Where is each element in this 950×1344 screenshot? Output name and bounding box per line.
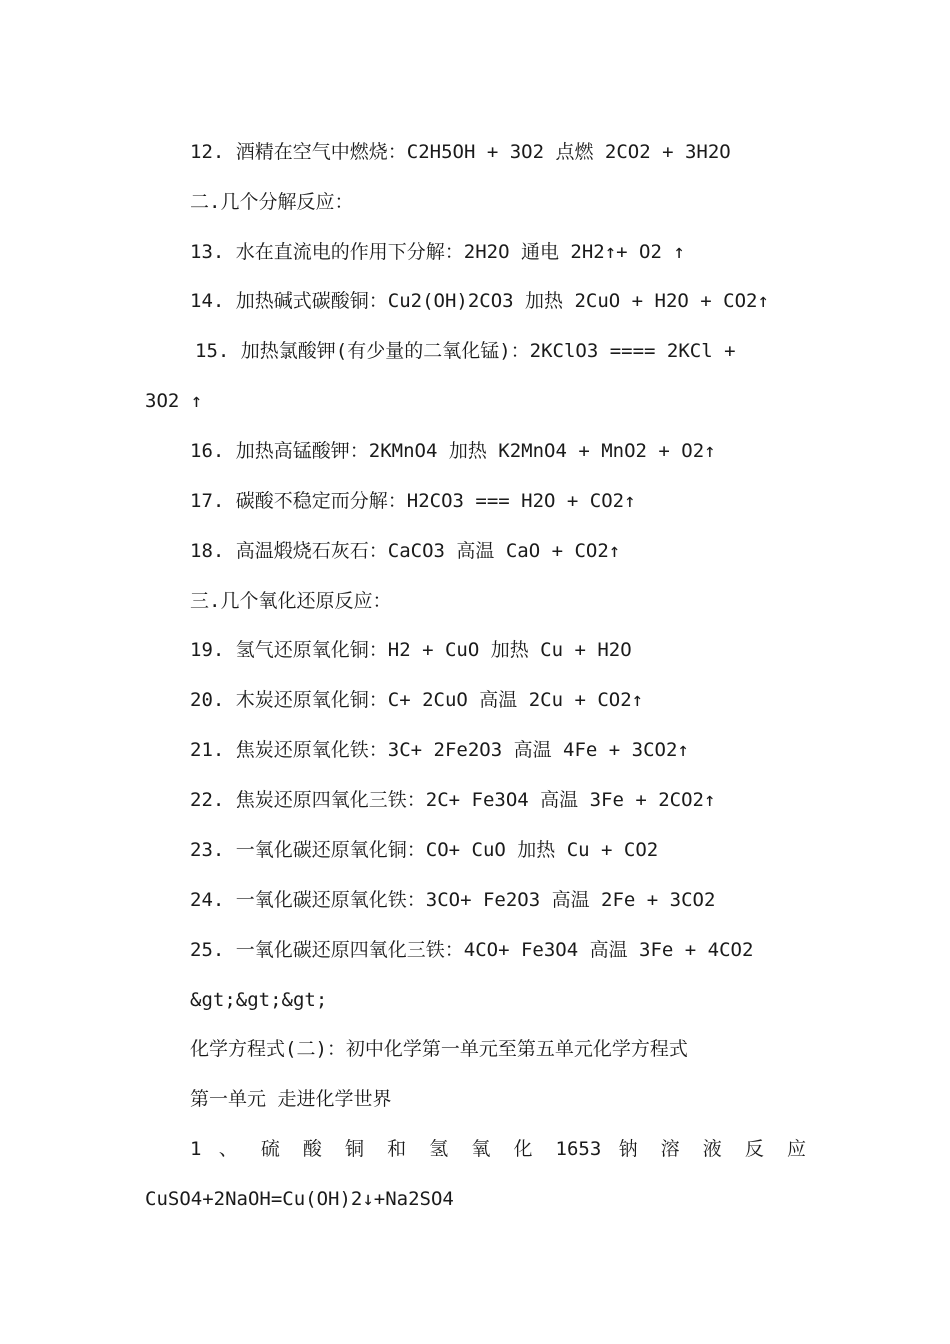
equation-17: 17. 碳酸不稳定而分解：H2CO3 === H2O + CO2↑ — [190, 490, 636, 512]
equation-24: 24. 一氧化碳还原氧化铁：3CO+ Fe2O3 高温 2Fe + 3CO2 — [190, 889, 716, 911]
equation-12: 12. 酒精在空气中燃烧：C2H5OH + 3O2 点燃 2CO2 + 3H2O — [190, 141, 731, 163]
equation-13: 13. 水在直流电的作用下分解：2H2O 通电 2H2↑+ O2 ↑ — [190, 241, 685, 263]
equation-19: 19. 氢气还原氧化铜：H2 + CuO 加热 Cu + H2O — [190, 639, 632, 661]
equation-16: 16. 加热高锰酸钾：2KMnO4 加热 K2MnO4 + MnO2 + O2↑ — [190, 440, 716, 462]
section-heading-decomposition: 二.几个分解反应： — [190, 191, 354, 213]
section-title-part2: 化学方程式(二)：初中化学第一单元至第五单元化学方程式 — [190, 1038, 688, 1060]
equation-u1-1-text: 1 、 硫 酸 铜 和 氢 氧 化 1653 钠 溶 液 反 应 — [190, 1138, 806, 1160]
equation-14: 14. 加热碱式碳酸铜：Cu2(OH)2CO3 加热 2CuO + H2O + CO2↑ — [190, 290, 769, 312]
equation-23: 23. 一氧化碳还原氧化铜：CO+ CuO 加热 Cu + CO2 — [190, 839, 659, 861]
equation-25: 25. 一氧化碳还原四氧化三铁：4CO+ Fe3O4 高温 3Fe + 4CO2 — [190, 939, 754, 961]
html-entity-artifact: &gt;&gt;&gt; — [190, 989, 328, 1011]
equation-18: 18. 高温煅烧石灰石：CaCO3 高温 CaO + CO2↑ — [190, 540, 621, 562]
equation-22: 22. 焦炭还原四氧化三铁：2C+ Fe3O4 高温 3Fe + 2CO2↑ — [190, 789, 716, 811]
equation-20: 20. 木炭还原氧化铜：C+ 2CuO 高温 2Cu + CO2↑ — [190, 689, 644, 711]
unit-heading: 第一单元 走进化学世界 — [190, 1088, 392, 1110]
equation-15-part1: 15. 加热氯酸钾(有少量的二氧化锰)：2KClO3 ==== 2KCl + — [195, 340, 736, 362]
equation-21: 21. 焦炭还原氧化铁：3C+ 2Fe2O3 高温 4Fe + 3CO2↑ — [190, 739, 689, 761]
equation-u1-1-formula: CuSO4+2NaOH=Cu(OH)2↓+Na2SO4 — [145, 1188, 454, 1210]
equation-15-part2: 3O2 ↑ — [145, 390, 203, 412]
section-heading-redox: 三.几个氧化还原反应： — [190, 590, 392, 612]
